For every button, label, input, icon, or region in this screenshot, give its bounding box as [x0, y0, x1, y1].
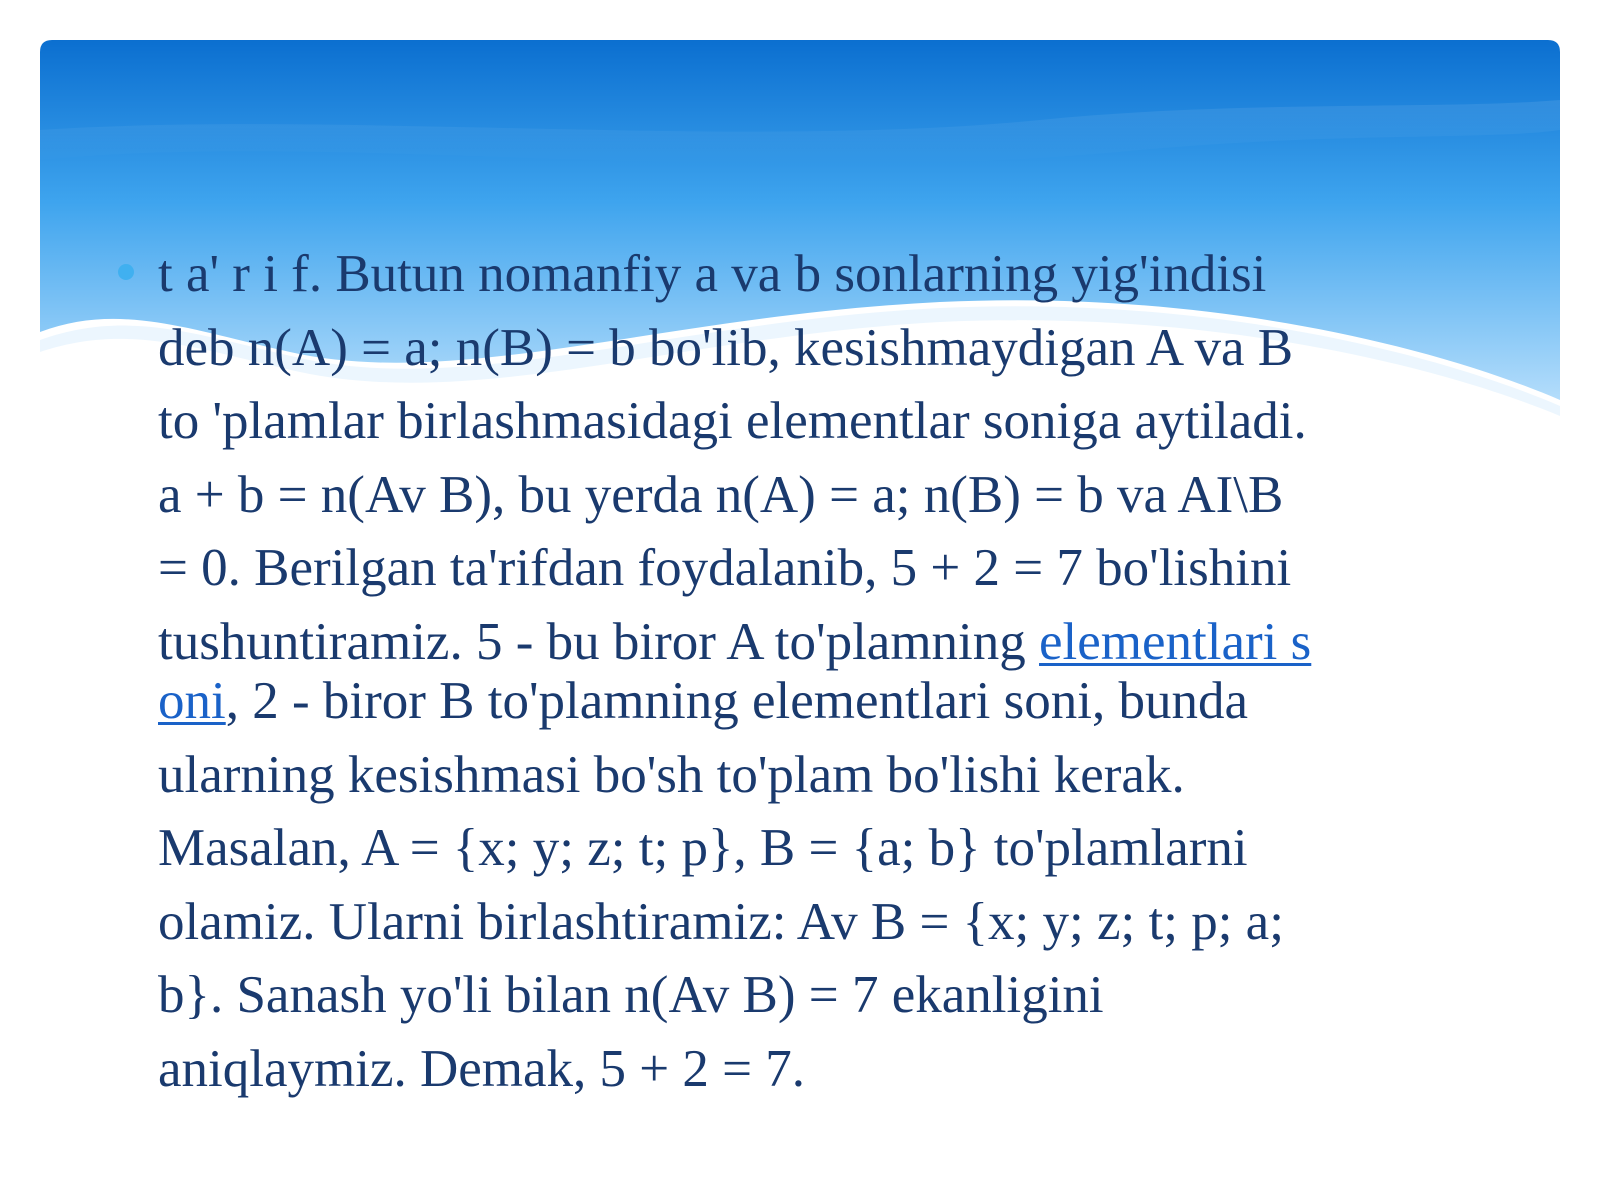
elementlari-soni-link-continued[interactable]: oni — [158, 672, 226, 730]
text-line: = 0. Berilgan ta'rifdan foydalanib, 5 + 2 = 7 bo'lishini — [158, 539, 1292, 597]
elementlari-soni-link[interactable]: elementlari s — [1039, 612, 1312, 671]
text-segment: , 2 - biror B to'plamning elementlari soni, bunda — [225, 672, 1248, 730]
text-line: aniqlaymiz. Demak, 5 + 2 = 7. — [158, 1039, 806, 1098]
text-line: t a' r i f. Butun nomanfiy a va b sonlarning yig'indisi — [158, 245, 1267, 303]
text-line: Masalan, A = {x; y; z; t; p}, B = {a; b} to'plamlarni — [158, 819, 1248, 877]
text-segment: tushuntiramiz. 5 - bu biror A to'plamning — [158, 612, 1040, 671]
text-line: olamiz. Ularni birlashtiramiz: Av B = {x; y; z; t; p; a; — [158, 892, 1284, 951]
text-line: ularning kesishmasi bo'sh to'plam bo'lishi kerak. — [158, 745, 1185, 804]
bullet-icon — [118, 264, 134, 280]
definition-paragraph — [158, 238, 1528, 1106]
text-line: a + b = n(Av B), bu yerda n(A) = a; n(B) = b va AI\B — [158, 465, 1284, 524]
text-line: to 'plamlar birlashmasidagi elementlar soniga aytiladi. — [158, 392, 1307, 450]
text-line: b}. Sanash yo'li bilan n(Av B) = 7 ekanligini — [158, 966, 1104, 1024]
text-line: deb n(A) = a; n(B) = b bo'lib, kesishmaydigan A va B — [158, 318, 1294, 377]
text-line — [158, 665, 1528, 739]
